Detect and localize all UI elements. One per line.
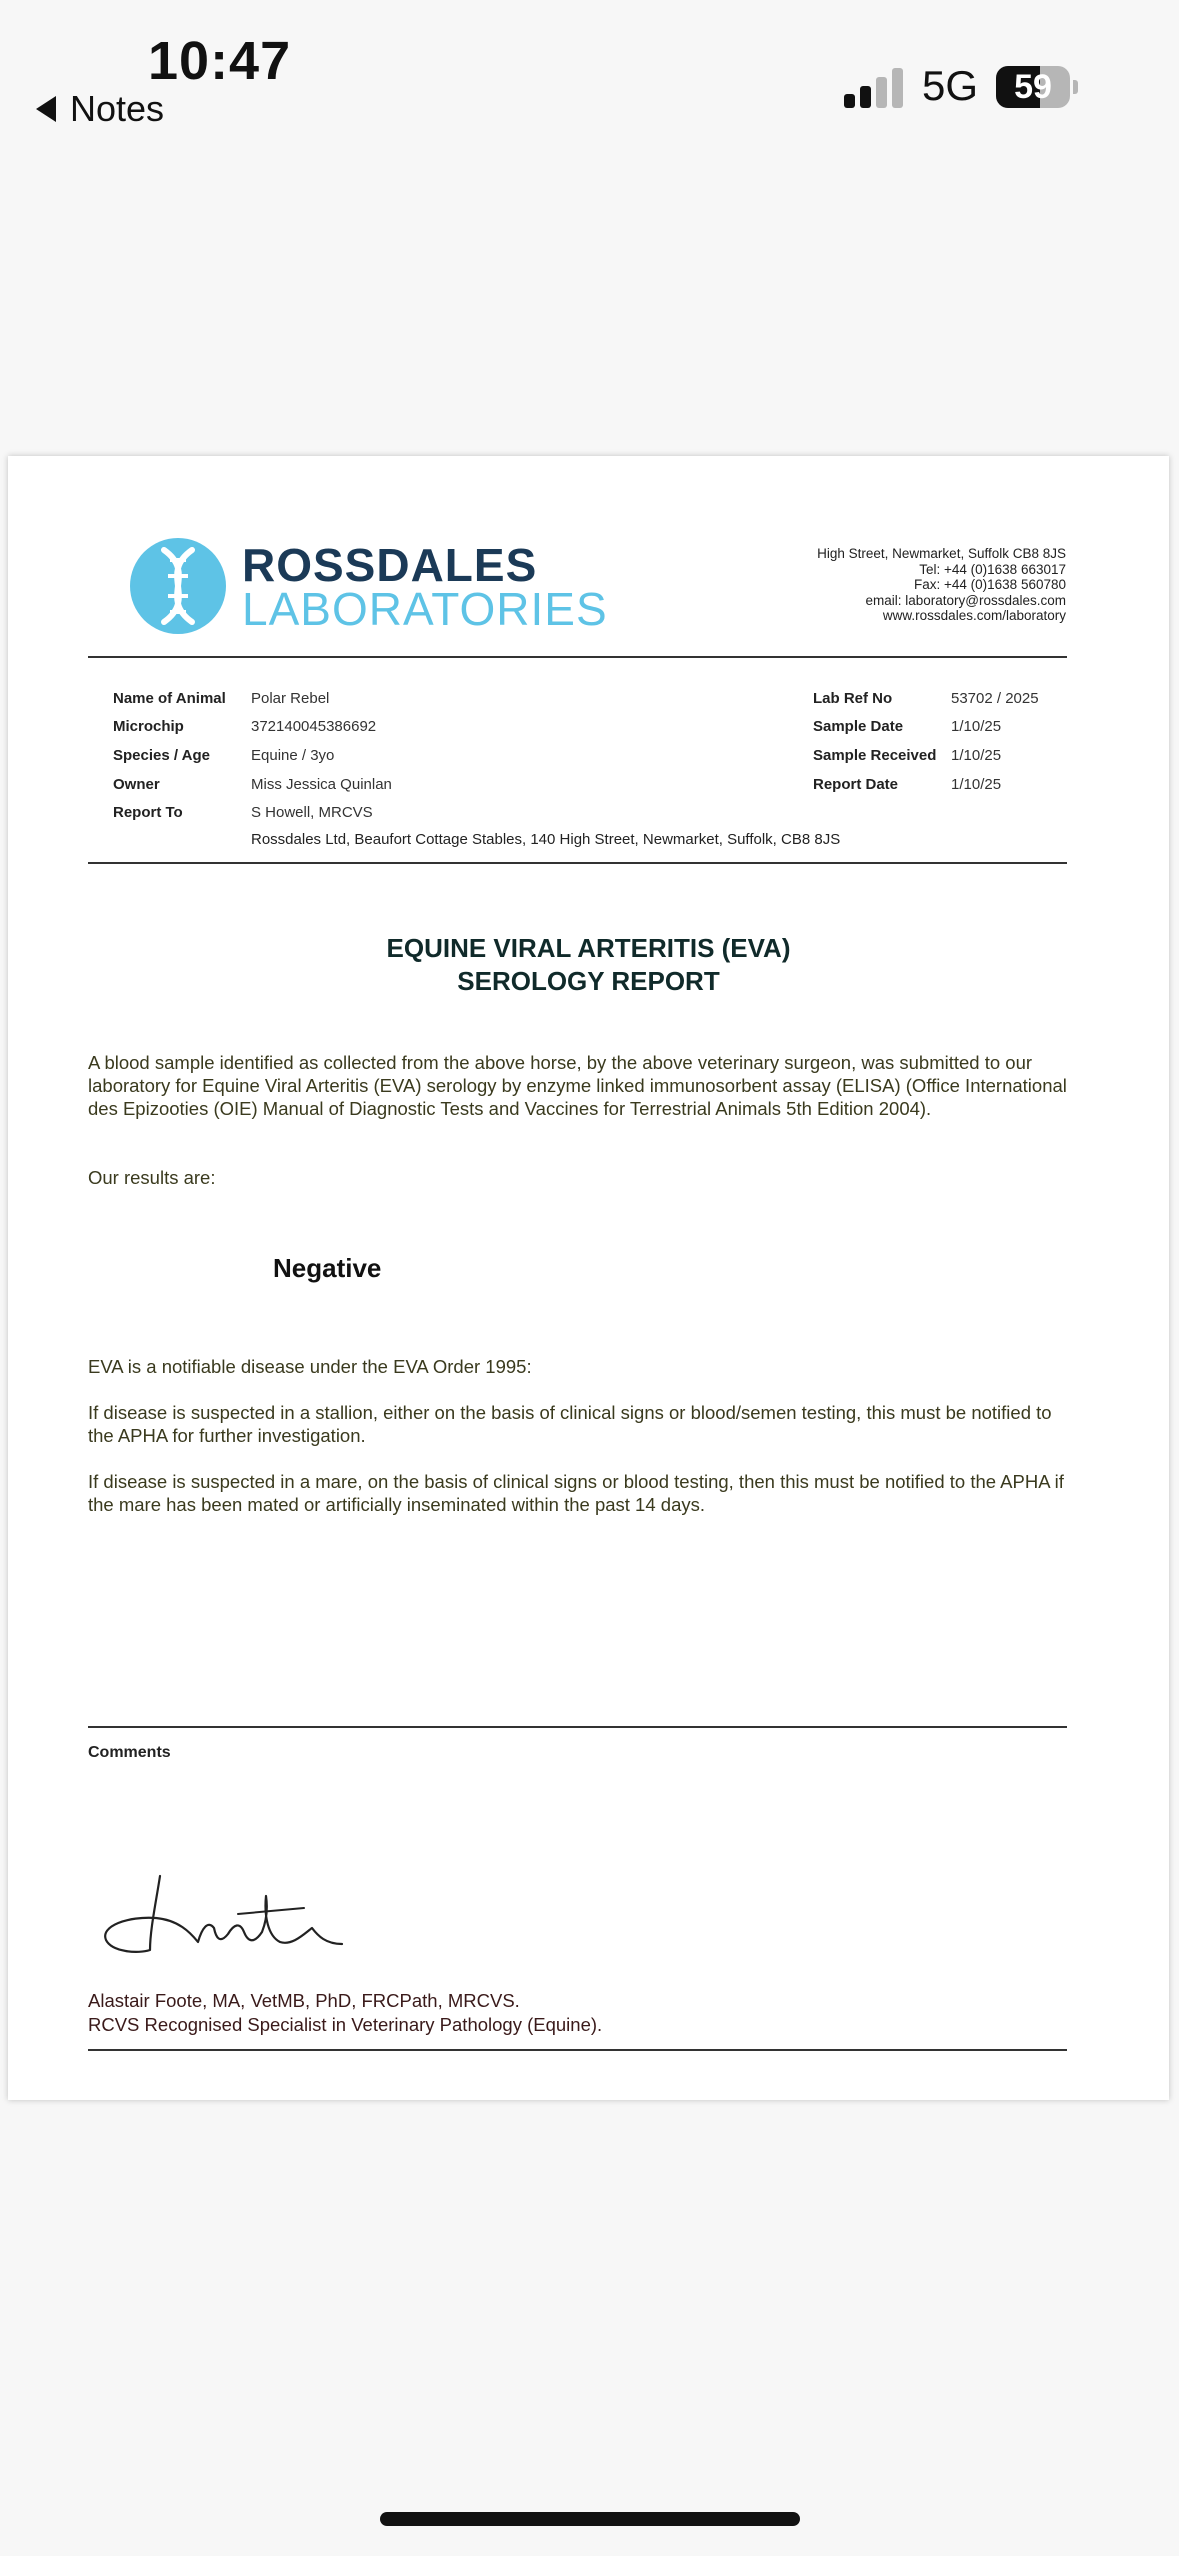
back-arrow-icon — [36, 96, 56, 122]
details-divider — [88, 862, 1067, 864]
footer-divider — [88, 2049, 1067, 2051]
signer-block — [88, 1989, 602, 2037]
dna-logo-icon — [128, 536, 228, 636]
signer-name: Alastair Foote, MA, VetMB, PhD, FRCPath, MRCVS. — [88, 1990, 520, 2011]
sample-received-value: 1/10/25 — [951, 747, 1002, 764]
comments-divider — [88, 1726, 1067, 1728]
contact-fax: Fax: +44 (0)1638 560780 — [914, 577, 1066, 592]
sample-date-value: 1/10/25 — [951, 718, 1002, 735]
report-to-label: Report To — [113, 804, 183, 821]
contact-email: email: laboratory@rossdales.com — [865, 592, 1066, 608]
microchip-value: 372140045386692 — [251, 718, 377, 735]
brand-name: ROSSDALES — [242, 539, 538, 591]
lab-ref-value: 53702 / 2025 — [951, 690, 1039, 707]
results-intro: Our results are: — [88, 1167, 216, 1188]
home-indicator[interactable] — [380, 2512, 800, 2526]
signal-strength-icon — [844, 68, 906, 108]
owner-value: Miss Jessica Quinlan — [251, 776, 392, 793]
contact-website: www.rossdales.com/laboratory — [882, 608, 1066, 623]
stallion-notice: If disease is suspected in a stallion, either on the basis of clinical signs or blood/semen testing, this must be notified to the APHA for further investigation. — [88, 1402, 1052, 1446]
signature-image — [98, 1872, 358, 1960]
status-time: 10:47 — [148, 31, 292, 91]
sample-received-label: Sample Received — [813, 747, 937, 764]
document-page — [8, 456, 1169, 2100]
report-title-line2: SEROLOGY REPORT — [457, 966, 720, 996]
comments-label: Comments — [88, 1744, 171, 1761]
report-to-value: S Howell, MRCVS — [251, 804, 373, 821]
sample-date-label: Sample Date — [813, 718, 904, 735]
name-of-animal-value: Polar Rebel — [251, 690, 330, 707]
signer-title: RCVS Recognised Specialist in Veterinary Pathology (Equine). — [88, 2014, 603, 2035]
mare-notice: If disease is suspected in a mare, on the basis of clinical signs or blood testing, then this must be notified to the APHA if the mare has been mated or artificially inseminated within the past 14 days. — [88, 1471, 1064, 1515]
lab-ref-label: Lab Ref No — [813, 690, 893, 707]
report-to-address: Rossdales Ltd, Beaufort Cottage Stables, 140 High Street, Newmarket, Suffolk, CB8 8JS — [251, 831, 841, 848]
name-of-animal-label: Name of Animal — [113, 690, 226, 707]
contact-tel: Tel: +44 (0)1638 663017 — [919, 561, 1066, 577]
species-age-value: Equine / 3yo — [251, 747, 335, 764]
battery-icon — [996, 66, 1076, 108]
report-date-value: 1/10/25 — [951, 776, 1002, 793]
brand-subname: LABORATORIES — [242, 583, 608, 635]
intro-paragraph: A blood sample identified as collected from the above horse, by the above veterinary surgeon, was submitted to our laboratory for Equine Viral Arteritis (EVA) serology by enzyme linked immunosorbent assay (ELISA) (Office International des Epizooties (OIE) Manual of Diagnostic Tests and Vaccines for Terrestrial Animals 5th Edition 2004). — [88, 1052, 1067, 1119]
contact-address: High Street, Newmarket, Suffolk CB8 8JS — [817, 546, 1066, 561]
back-label: Notes — [70, 88, 165, 129]
back-to-notes-button[interactable] — [36, 88, 164, 130]
test-result: Negative — [273, 1253, 382, 1283]
report-title-line1: EQUINE VIRAL ARTERITIS (EVA) — [386, 933, 791, 963]
contact-block — [817, 546, 1066, 624]
owner-label: Owner — [113, 776, 160, 793]
header-divider — [88, 656, 1067, 658]
notifiable-statement: EVA is a notifiable disease under the EVA Order 1995: — [88, 1356, 532, 1377]
species-age-label: Species / Age — [113, 747, 210, 764]
network-type: 5G — [922, 62, 979, 109]
microchip-label: Microchip — [113, 718, 184, 735]
report-date-label: Report Date — [813, 776, 899, 793]
battery-level: 59 — [1014, 68, 1052, 106]
